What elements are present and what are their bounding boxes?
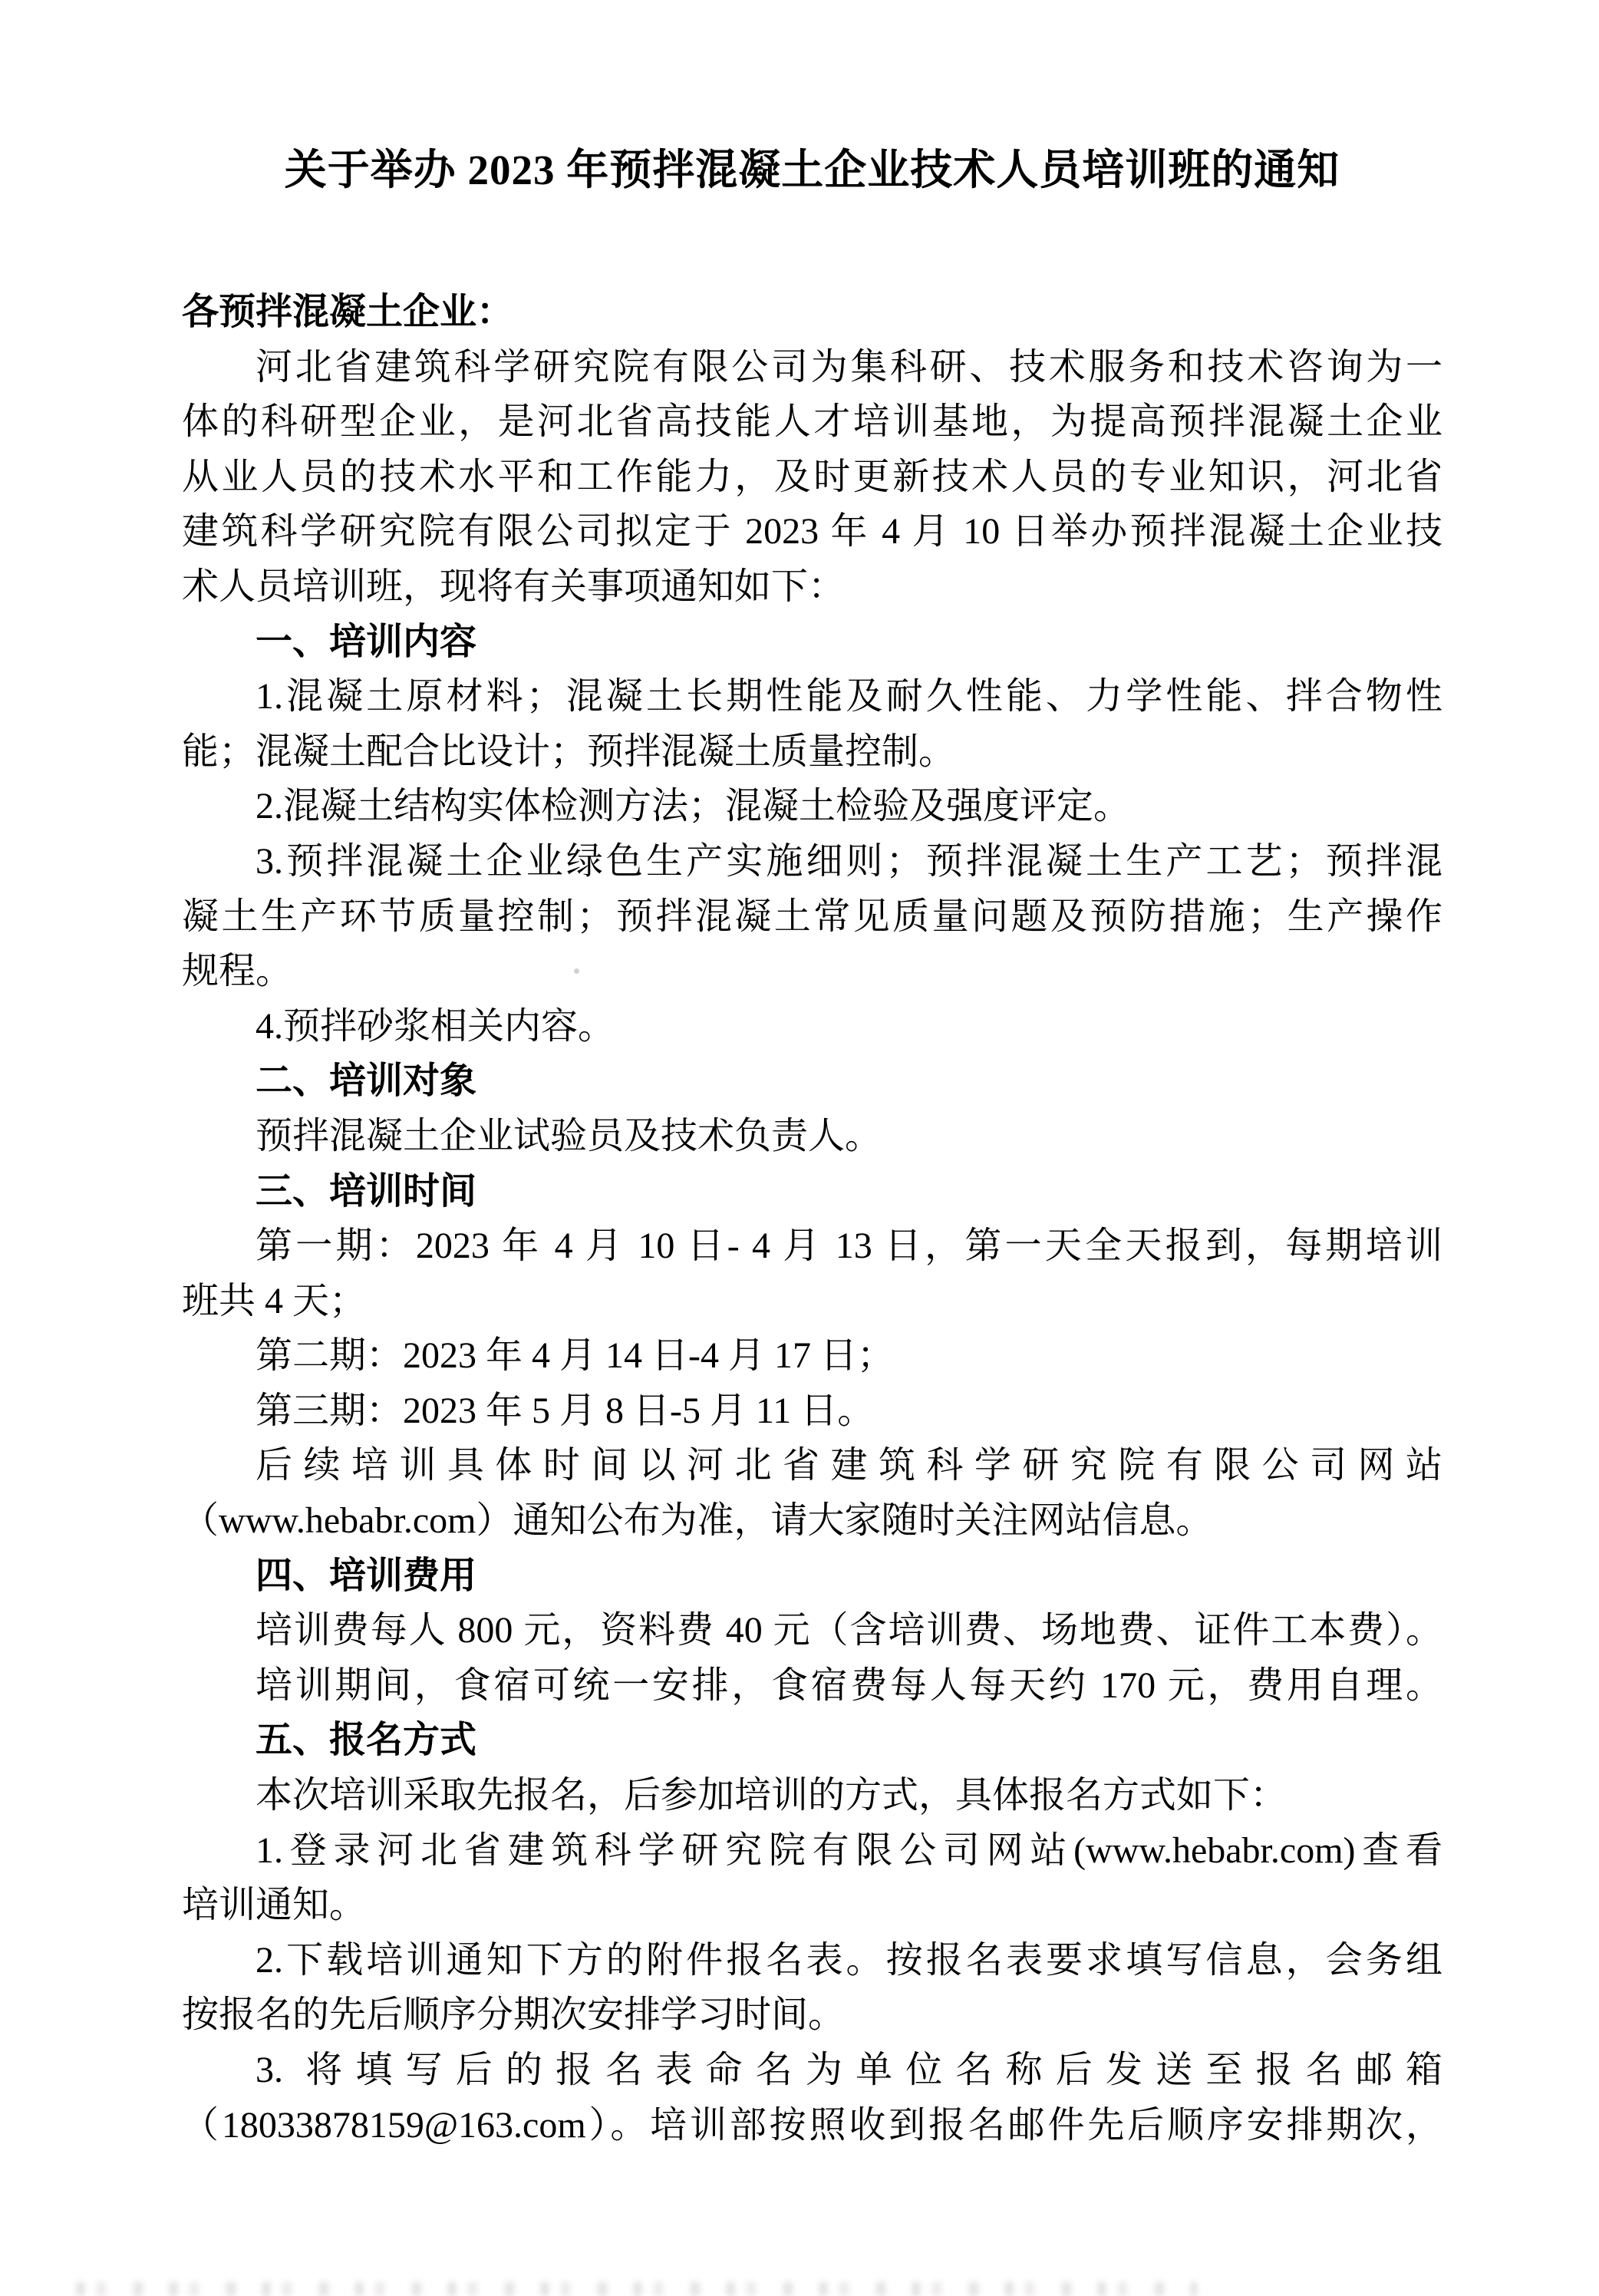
document-line: 3.预拌混凝土企业绿色生产实施细则；预拌混凝土生产工艺；预拌混 [256,840,1442,882]
document-line: 4.预拌砂浆相关内容。 [256,1005,615,1047]
document-line: 1.混凝土原材料；混凝土长期性能及耐久性能、力学性能、拌合物性 [256,676,1442,718]
document-line: 能；混凝土配合比设计；预拌混凝土质量控制。 [182,731,956,772]
document-line: 3. 将填写后的报名表命名为单位名称后发送至报名邮箱 [256,2050,1442,2090]
document-line: 按报名的先后顺序分期次安排学习时间。 [182,1994,846,2036]
document-body [182,285,1442,2152]
scan-cutoff-text-artifact [77,2282,1197,2296]
document-line: 建筑科学研究院有限公司拟定于 2023 年 4 月 10 日举办预拌混凝土企业技 [182,511,1442,553]
document-line: 2.下载培训通知下方的附件报名表。按报名表要求填写信息，会务组 [256,1939,1442,1981]
document-line: 培训费每人 800 元，资料费 40 元（含培训费、场地费、证件工本费）。 [256,1610,1442,1651]
document-line: 凝土生产环节质量控制；预拌混凝土常见质量问题及预防措施；生产操作 [182,896,1442,937]
document-line: （www.hebabr.com）通知公布为准，请大家随时关注网站信息。 [182,1500,1213,1542]
document-line: 2.混凝土结构实体检测方法；混凝土检验及强度评定。 [256,786,1131,827]
document-line: 河北省建筑科学研究院有限公司为集科研、技术服务和技术咨询为一 [256,346,1442,388]
document-title: 关于举办 2023 年预拌混凝土企业技术人员培训班的通知 [284,147,1340,193]
document-line: （18033878159@163.com）。培训部按照收到报名邮件先后顺序安排期次， [182,2104,1442,2146]
document-line: 从业人员的技术水平和工作能力，及时更新技术人员的专业知识，河北省 [182,456,1442,497]
document-line: 三、培训时间 [256,1170,477,1212]
document-line: 术人员培训班，现将有关事项通知如下： [182,566,846,607]
document-line: 体的科研型企业，是河北省高技能人才培训基地，为提高预拌混凝土企业 [182,401,1442,443]
document-line: 第三期：2023 年 5 月 8 日-5 月 11 日。 [256,1390,875,1431]
document-line: 各预拌混凝土企业： [182,292,514,332]
document-line: 四、培训费用 [256,1555,477,1596]
document-line: 培训通知。 [182,1885,367,1926]
document-line: 本次培训采取先报名，后参加培训的方式，具体报名方式如下： [256,1775,1287,1816]
document-line: 规程。 [182,951,293,992]
document-line: 一、培训内容 [256,621,477,662]
document-line: 班共 4 天； [182,1280,367,1321]
document-line: 五、报名方式 [256,1720,477,1761]
document-line: 1.登录河北省建筑科学研究院有限公司网站(www.hebabr.com)查看 [256,1829,1442,1871]
document-line: 第二期：2023 年 4 月 14 日-4 月 17 日； [256,1335,894,1377]
document-line: 第一期：2023 年 4 月 10 日- 4 月 13 日，第一天全天报到，每期培训 [256,1226,1442,1267]
document-line: 预拌混凝土企业试验员及技术负责人。 [256,1115,882,1156]
document-line: 二、培训对象 [256,1061,477,1102]
scan-speck-artifact [574,968,579,974]
document-line: 培训期间，食宿可统一安排，食宿费每人每天约 170 元，费用自理。 [256,1664,1442,1706]
document-line: 后续培训具体时间以河北省建筑科学研究院有限公司网站 [256,1445,1442,1486]
